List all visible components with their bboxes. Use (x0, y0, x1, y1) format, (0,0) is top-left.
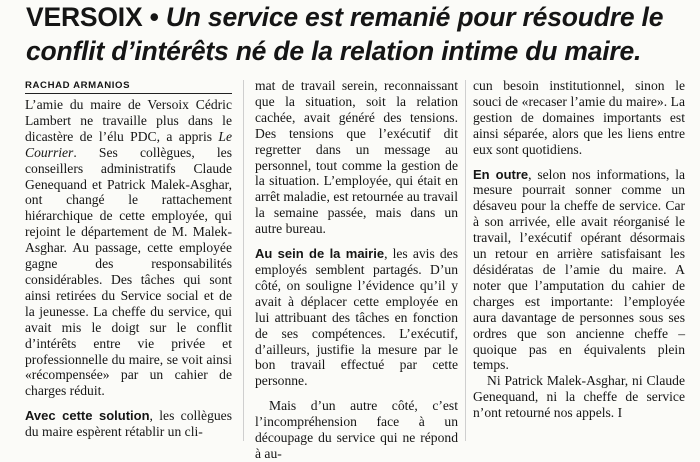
paragraph (473, 167, 685, 374)
headline-text: Un service est remanié pour résoudre le conflit d’intérêts né de la relation intime du maire. (26, 2, 664, 66)
paragraph (25, 97, 232, 399)
article-column-2 (255, 78, 458, 461)
paragraph-lead: En outre (473, 166, 529, 182)
paragraph-text: . Ses collègues, les conseillers administratifs Claude Genequand et Patrick Malek-Asghar, ont changé le rattachement hiérarchique de cette employée, qui rejoint le département de M. Malek-Asghar. Au passage, cette employée gagne des responsabilités considérables. Des tâches qui sont ainsi retirées du Service social et de la jeunesse. La cheffe du service, qui avait mis le doigt sur le conflit d’intérêts entre vie privée et professionnelle du maire, se voit ainsi «récompensée» par un cahier de charges réduit. (25, 144, 232, 399)
paragraph: Ni Patrick Malek-Asghar, ni Claude Genequand, ni la cheffe de service n’ont retourné nos appels. I (473, 373, 685, 421)
paragraph: cun besoin institutionnel, sinon le souci de «recaser l’amie du maire». La gestion de domaines importants est ainsi séparée, alors que les liens entre eux sont quotidiens. (473, 78, 685, 157)
byline: RACHAD ARMANIOS (25, 80, 232, 94)
paragraph-text: , les avis des employés semblent partagés. D’un côté, on souligne l’évidence qu’il y avait à déplacer cette employée en lui attribuant des tâches en fonction de ses compétences. L’exécutif, d’ailleurs, justifie la mesure par le bon travail effectué par cette personne. (255, 246, 458, 389)
paragraph-text: L’amie du maire de Versoix Cédric Lambert ne travaille plus dans le dicastère de l’élu PDC, a appris (25, 97, 232, 144)
paragraph (25, 408, 232, 440)
paragraph-text: , selon nos informations, la mesure pourrait sonner comme un désaveu pour la cheffe de service. Car à son arrivée, elle avait réorganisé le travail, l’exécutif opérant désormais un retour en arrière satisfaisant les désidératas de l’amie du maire. A noter que l’amputation du cahier de charges est importante: l’employée aura davantage de personnes sous ses ordres que son ancienne cheffe – quoique pas en équivalents plein temps. (473, 166, 686, 373)
article-column-3 (473, 78, 685, 439)
source-name: Le Courrier (25, 128, 232, 160)
paragraph (255, 246, 458, 389)
headline-keyword: VERSOIX (26, 2, 143, 32)
column-divider (465, 80, 466, 441)
headline (26, 0, 696, 68)
paragraph: mat de travail serein, reconnaissant que la situation, soit la relation cachée, avait généré des tensions. Des tensions que l’exécutif dit regretter dans un message au personnel, tout comme la gestion de la situation. L’employée, qui était en arrêt maladie, est retournée au travail la semaine passée, mais dans un autre bureau. (255, 78, 458, 237)
headline-separator: • (149, 2, 159, 32)
paragraph-lead: Au sein de la mairie (255, 246, 385, 262)
paragraph-lead: Avec cette solution (25, 408, 150, 424)
paragraph: Mais d’un autre côté, c’est l’incompréhension face à un découpage du service qui ne répond à au- (255, 398, 458, 461)
column-divider (243, 80, 244, 441)
article-column-1 (25, 80, 232, 441)
paragraph-text: , les collègues du maire espèrent rétablir un cli- (25, 408, 232, 440)
